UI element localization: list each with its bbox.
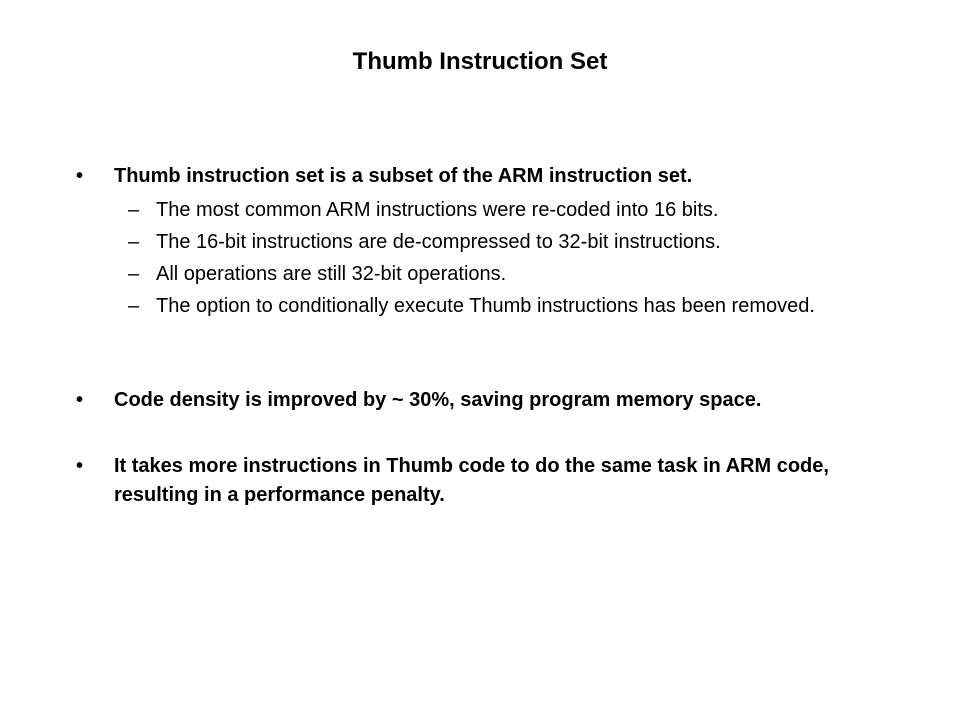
sub-bullet-text: All operations are still 32-bit operations. xyxy=(156,263,507,285)
bullet-text: Thumb instruction set is a subset of the ARM instruction set. xyxy=(114,165,693,187)
dash-icon: – xyxy=(128,263,140,285)
sub-bullet-text: The option to conditionally execute Thumb instructions has been removed. xyxy=(156,295,815,317)
dash-icon: – xyxy=(128,199,140,221)
sub-bullet-text: The 16-bit instructions are de-compressed to 32-bit instructions. xyxy=(156,231,721,253)
dash-icon: – xyxy=(128,231,140,253)
bullet-text: It takes more instructions in Thumb code to do the same task in ARM code, resulting in a performance penalty. xyxy=(114,455,829,506)
bullet-icon: • xyxy=(76,165,84,187)
slide-title: Thumb Instruction Set xyxy=(352,48,608,75)
bullet-icon: • xyxy=(76,455,84,477)
sub-bullet-text: The most common ARM instructions were re-coded into 16 bits. xyxy=(156,199,719,221)
bullet-icon: • xyxy=(76,389,84,411)
dash-icon: – xyxy=(128,295,140,317)
bullet-text: Code density is improved by ~ 30%, saving program memory space. xyxy=(114,389,762,411)
